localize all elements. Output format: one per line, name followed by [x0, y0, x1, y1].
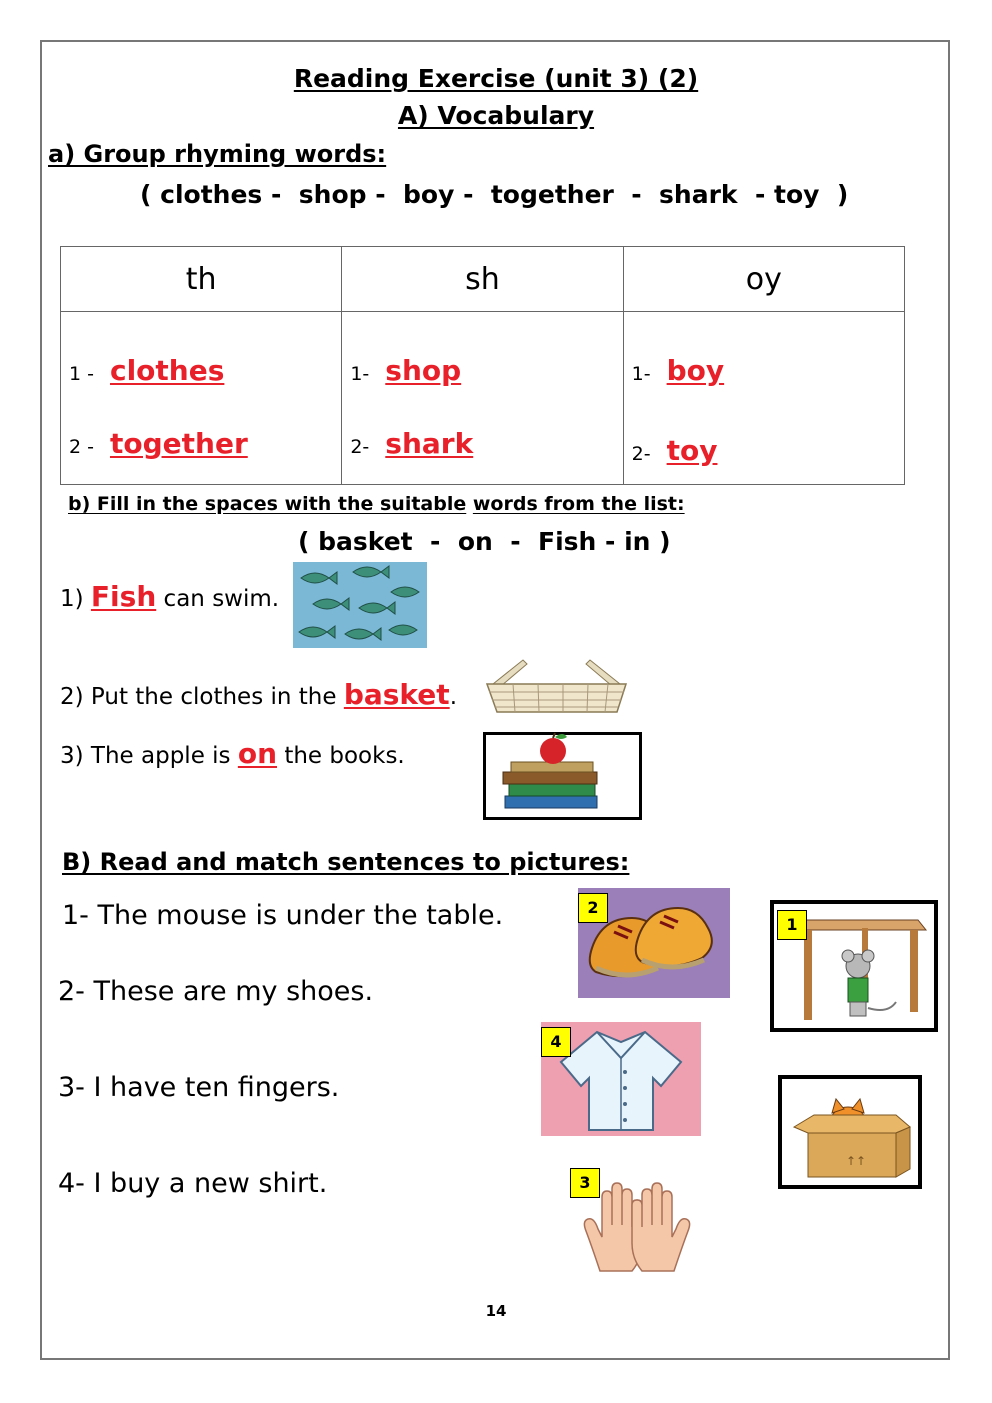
answer-shop: shop	[385, 354, 462, 387]
cell-th	[61, 312, 342, 485]
cell-sh	[342, 312, 623, 485]
fill-heading: b) Fill in the spaces with the suitable words from the list:	[68, 493, 685, 515]
list-item: 1 - clothes	[69, 354, 225, 387]
match-sentence-2: 2- These are my shoes.	[58, 976, 374, 1007]
col-header-oy: oy	[623, 247, 904, 312]
list-item: 2 - together	[69, 427, 248, 460]
answer-together: together	[109, 427, 248, 460]
answer-toy: toy	[666, 434, 718, 467]
badge-hands: 3	[570, 1168, 600, 1198]
fish-image	[293, 562, 427, 648]
badge-table: 1	[777, 910, 807, 940]
svg-text:↑↑: ↑↑	[846, 1154, 867, 1168]
answer-boy: boy	[666, 354, 725, 387]
list-item: 2- toy	[631, 434, 718, 467]
match-sentence-4: 4- I buy a new shirt.	[58, 1168, 328, 1199]
list-item: 2- shark	[350, 427, 474, 460]
cell-oy	[623, 312, 904, 485]
rhyme-heading: a) Group rhyming words:	[48, 140, 387, 168]
fill-sentence-3: 3) The apple is on the books.	[60, 737, 405, 770]
answer-clothes: clothes	[109, 354, 225, 387]
fill-word-list: ( basket - on - Fish - in )	[298, 527, 671, 556]
match-sentence-1: 1- The mouse is under the table.	[62, 900, 504, 931]
rhyme-word-list: ( clothes - shop - boy - together - shark - toy )	[140, 180, 849, 209]
page-title: Reading Exercise (unit 3) (2)	[293, 64, 699, 93]
cat-box-image	[778, 1075, 922, 1189]
answer-on: on	[237, 737, 278, 770]
badge-shirt: 4	[541, 1027, 571, 1057]
page-number: 14	[485, 1302, 507, 1320]
fill-sentence-1: 1) Fish can swim.	[60, 580, 280, 613]
fill-sentence-2: 2) Put the clothes in the basket.	[60, 678, 457, 711]
answer-fish: Fish	[90, 580, 157, 613]
col-header-th: th	[61, 247, 342, 312]
list-item: 1- shop	[350, 354, 462, 387]
vocab-heading: A) Vocabulary	[397, 101, 595, 130]
apple-books-image	[483, 732, 642, 820]
match-heading: B) Read and match sentences to pictures:	[62, 848, 630, 876]
answer-shark: shark	[385, 427, 474, 460]
basket-image	[483, 656, 630, 716]
col-header-sh: sh	[342, 247, 623, 312]
answer-basket: basket	[343, 678, 450, 711]
match-sentence-3: 3- I have ten fingers.	[58, 1072, 340, 1103]
badge-shoes: 2	[578, 893, 608, 923]
list-item: 1- boy	[631, 354, 725, 387]
rhyme-table	[60, 246, 905, 485]
